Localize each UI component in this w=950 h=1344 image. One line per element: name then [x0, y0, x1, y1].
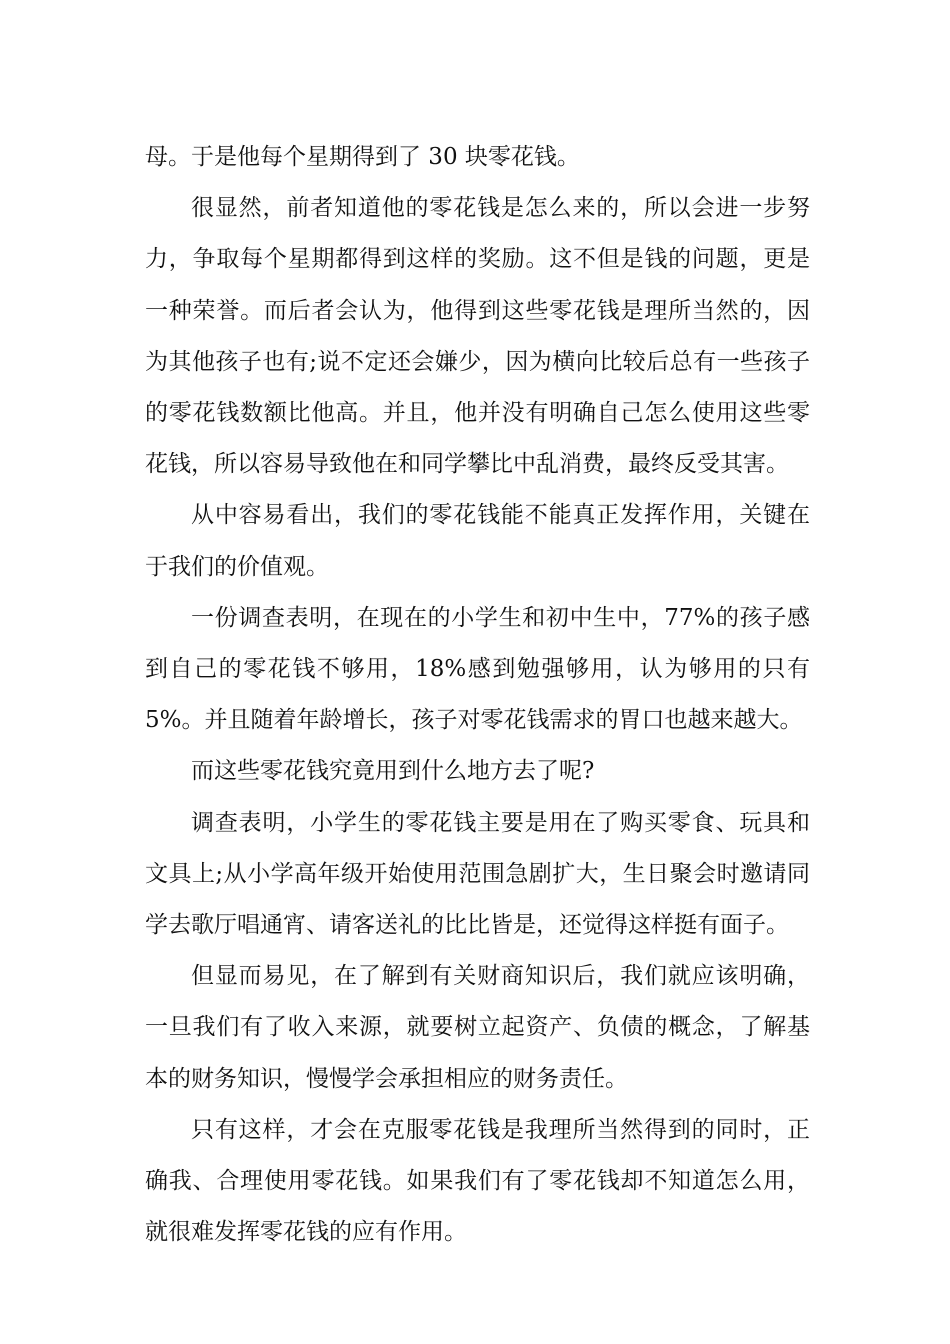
paragraph: 很显然，前者知道他的零花钱是怎么来的，所以会进一步努力，争取每个星期都得到这样的奖励。这不但是钱的问题，更是一种荣誉。而后者会认为，他得到这些零花钱是理所当然的，因为其他孩子也有;说不定还会嫌少，因为横向比较后总有一些孩子的零花钱数额比他高。并且，他并没有明确自己怎么使用这些零花钱，所以容易导致他在和同学攀比中乱消费，最终反受其害。 [145, 195, 810, 478]
paragraph-continuation: 母。于是他每个星期得到了 30 块零花钱。 [145, 144, 580, 170]
paragraph: 调查表明，小学生的零花钱主要是用在了购买零食、玩具和文具上;从小学高年级开始使用范围急剧扩大，生日聚会时邀请同学去歌厅唱通宵、请客送礼的比比皆是，还觉得这样挺有面子。 [145, 809, 810, 939]
paragraph: 而这些零花钱究竟用到什么地方去了呢? [191, 758, 595, 785]
body-text [145, 132, 810, 1258]
paragraph: 从中容易看出，我们的零花钱能不能真正发挥作用，关键在于我们的价值观。 [145, 502, 810, 580]
paragraph: 但显而易见，在了解到有关财商知识后，我们就应该明确，一旦我们有了收入来源，就要树立起资产、负债的概念，了解基本的财务知识，慢慢学会承担相应的财务责任。 [145, 963, 810, 1092]
paragraph: 只有这样，才会在克服零花钱是我理所当然得到的同时，正确我、合理使用零花钱。如果我们有了零花钱却不知道怎么用，就很难发挥零花钱的应有作用。 [145, 1116, 810, 1246]
paragraph: 一份调查表明，在现在的小学生和初中生中，77%的孩子感到自己的零花钱不够用，18%感到勉强够用，认为够用的只有 5%。并且随着年龄增长，孩子对零花钱需求的胃口也越来越大。 [145, 604, 810, 734]
